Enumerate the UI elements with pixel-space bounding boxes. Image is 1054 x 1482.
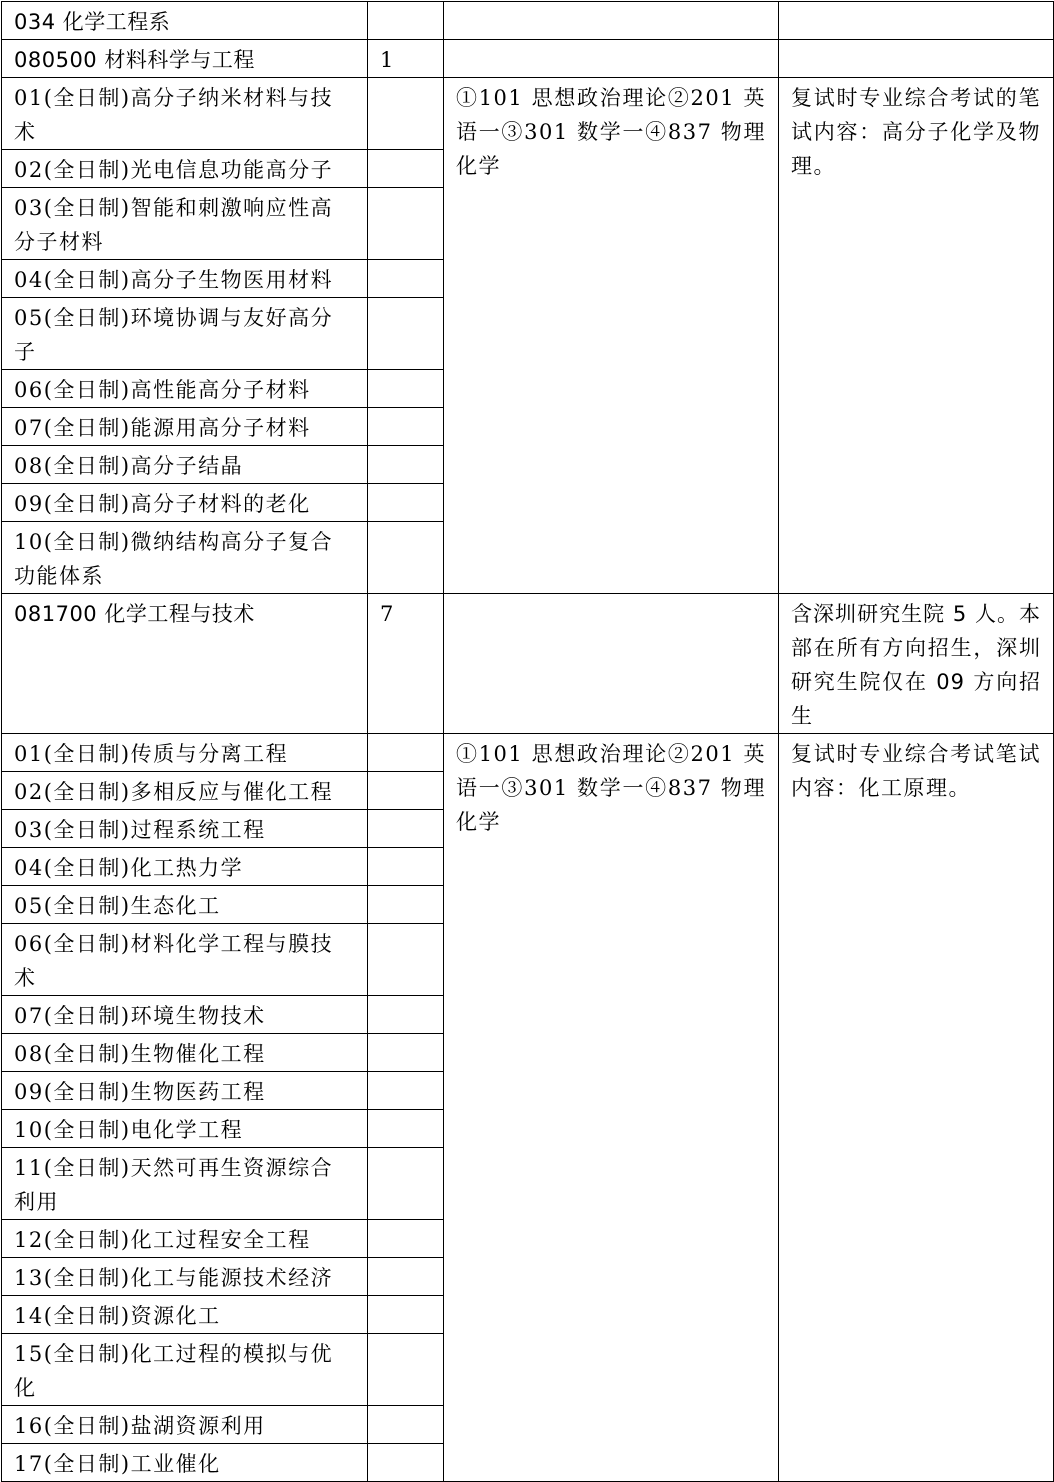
empty-cell [368,1258,444,1296]
empty-cell [444,40,779,78]
research-direction: 03(全日制)智能和刺激响应性高分子材料 [2,188,368,260]
empty-cell [368,848,444,886]
department-row [2,2,1054,40]
empty-cell [368,1334,444,1406]
empty-cell [368,1148,444,1220]
empty-cell [368,810,444,848]
empty-cell [368,1444,444,1482]
empty-cell [444,594,779,734]
empty-cell [368,886,444,924]
empty-cell [368,2,444,40]
research-direction: 04(全日制)高分子生物医用材料 [2,260,368,298]
research-direction: 05(全日制)生态化工 [2,886,368,924]
research-direction: 08(全日制)高分子结晶 [2,446,368,484]
empty-cell [779,2,1054,40]
admissions-catalog-table [1,1,1054,1482]
research-direction: 14(全日制)资源化工 [2,1296,368,1334]
research-direction: 09(全日制)高分子材料的老化 [2,484,368,522]
direction-row [2,734,1054,772]
research-direction: 07(全日制)能源用高分子材料 [2,408,368,446]
department-label: 034 化学工程系 [2,2,368,40]
empty-cell [368,370,444,408]
exam-subjects: ①101 思想政治理论②201 英语一③301 数学一④837 物理化学 [444,734,779,1482]
empty-cell [444,2,779,40]
empty-cell [368,734,444,772]
empty-cell [368,772,444,810]
major-row [2,40,1054,78]
research-direction: 08(全日制)生物催化工程 [2,1034,368,1072]
empty-cell [368,522,444,594]
enrollment-quota: 1 [368,40,444,78]
direction-row [2,78,1054,150]
empty-cell [368,78,444,150]
research-direction: 02(全日制)多相反应与催化工程 [2,772,368,810]
major-name: 081700 化学工程与技术 [2,594,368,734]
empty-cell [368,484,444,522]
research-direction: 01(全日制)高分子纳米材料与技术 [2,78,368,150]
research-direction: 01(全日制)传质与分离工程 [2,734,368,772]
empty-cell [368,1406,444,1444]
research-direction: 13(全日制)化工与能源技术经济 [2,1258,368,1296]
research-direction: 04(全日制)化工热力学 [2,848,368,886]
empty-cell [368,150,444,188]
empty-cell [368,408,444,446]
enrollment-quota: 7 [368,594,444,734]
research-direction: 16(全日制)盐湖资源利用 [2,1406,368,1444]
empty-cell [368,446,444,484]
research-direction: 17(全日制)工业催化 [2,1444,368,1482]
major-note [779,40,1054,78]
retest-note: 复试时专业综合考试的笔试内容：高分子化学及物理。 [779,78,1054,594]
empty-cell [368,1034,444,1072]
empty-cell [368,924,444,996]
major-note: 含深圳研究生院 5 人。本部在所有方向招生，深圳研究生院仅在 09 方向招生 [779,594,1054,734]
research-direction: 07(全日制)环境生物技术 [2,996,368,1034]
empty-cell [368,1072,444,1110]
research-direction: 03(全日制)过程系统工程 [2,810,368,848]
empty-cell [368,188,444,260]
exam-subjects: ①101 思想政治理论②201 英语一③301 数学一④837 物理化学 [444,78,779,594]
empty-cell [368,1220,444,1258]
research-direction: 10(全日制)电化学工程 [2,1110,368,1148]
retest-note: 复试时专业综合考试笔试内容：化工原理。 [779,734,1054,1482]
empty-cell [368,1296,444,1334]
research-direction: 02(全日制)光电信息功能高分子 [2,150,368,188]
research-direction: 11(全日制)天然可再生资源综合利用 [2,1148,368,1220]
empty-cell [368,1110,444,1148]
research-direction: 15(全日制)化工过程的模拟与优化 [2,1334,368,1406]
research-direction: 09(全日制)生物医药工程 [2,1072,368,1110]
research-direction: 05(全日制)环境协调与友好高分子 [2,298,368,370]
research-direction: 12(全日制)化工过程安全工程 [2,1220,368,1258]
research-direction: 06(全日制)材料化学工程与膜技术 [2,924,368,996]
empty-cell [368,260,444,298]
major-name: 080500 材料科学与工程 [2,40,368,78]
major-row [2,594,1054,734]
empty-cell [368,298,444,370]
research-direction: 06(全日制)高性能高分子材料 [2,370,368,408]
research-direction: 10(全日制)微纳结构高分子复合功能体系 [2,522,368,594]
empty-cell [368,996,444,1034]
